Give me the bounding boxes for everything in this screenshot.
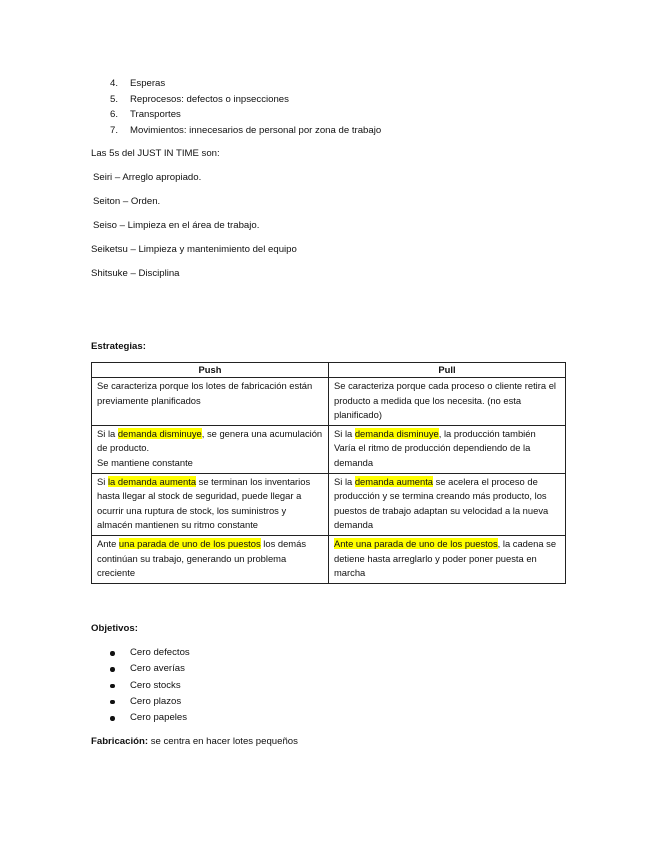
pull-cell-text: Si la xyxy=(334,475,355,487)
pull-cell-highlight: demanda disminuye xyxy=(354,427,439,439)
list-number: 4. xyxy=(110,78,119,89)
pull-cell xyxy=(329,378,566,426)
fabricacion-text: se centra en hacer lotes pequeños xyxy=(148,736,298,747)
push-cell xyxy=(92,473,329,535)
pull-cell-text: , la producción también Varía el ritmo de producción dependiendo de la demanda xyxy=(334,427,536,468)
push-cell-text: Si la xyxy=(97,427,118,439)
list-text: Movimientos: innecesarios de personal por zona de trabajo xyxy=(130,124,382,136)
list-number: 7. xyxy=(110,124,119,136)
pull-cell-text: se acelera el proceso de producción y se termina creando más producto, los puestos de trabajo adaptan su velocidad a la nueva demanda xyxy=(334,475,549,531)
pull-cell-highlight: demanda aumenta xyxy=(354,475,434,487)
five-s-item: Seiri – Arreglo apropiado. xyxy=(93,172,202,183)
fabricacion-label: Fabricación: xyxy=(91,736,149,747)
table-row xyxy=(92,378,566,426)
table-header-row xyxy=(92,363,566,378)
list-number: 6. xyxy=(110,109,119,120)
list-text: Cero plazos xyxy=(130,695,182,707)
five-s-item: Shitsuke – Disciplina xyxy=(91,268,180,279)
push-cell-highlight: una parada de uno de los puestos xyxy=(118,537,261,549)
five-s-item: Seiso – Limpieza en el área de trabajo. xyxy=(93,220,260,231)
push-header: Push xyxy=(92,363,329,378)
bullet-icon xyxy=(110,700,115,705)
pull-cell-text: , la cadena se detiene hasta arreglarlo y poder poner puesta en marcha xyxy=(334,537,557,579)
push-cell-highlight: demanda disminuye xyxy=(117,427,202,439)
push-cell xyxy=(92,425,329,473)
fabricacion-line xyxy=(91,735,298,748)
list-text: Cero defectos xyxy=(130,647,190,658)
list-text: Cero averías xyxy=(130,663,185,675)
table-row xyxy=(92,473,566,535)
push-cell-text: Se caracteriza porque los lotes de fabricación están previamente planificados xyxy=(97,380,313,406)
push-cell-text: Si xyxy=(97,475,108,487)
bullet-icon xyxy=(110,651,115,656)
push-cell-highlight: la demanda aumenta xyxy=(107,475,197,487)
list-number: 5. xyxy=(110,93,119,105)
strategies-table xyxy=(91,362,566,584)
push-cell-text: se terminan los inventarios hasta llegar al stock de seguridad, puede llegar a ocurrir una ruptura de stock, los suministros y almacén mantienen su ritmo constante xyxy=(97,475,311,531)
pull-cell-text: Se caracteriza porque cada proceso o cliente retira el producto a medida que los necesita. (no esta planificado) xyxy=(334,380,556,421)
pull-cell xyxy=(329,473,566,535)
push-cell-text: los demás continúan su trabajo, generando un problema creciente xyxy=(97,537,307,579)
pull-cell-highlight: Ante una parada de uno de los puestos xyxy=(334,537,498,549)
pull-cell xyxy=(329,425,566,473)
list-text: Cero stocks xyxy=(130,679,181,691)
bullet-icon xyxy=(110,684,115,689)
pull-header: Pull xyxy=(329,363,566,378)
push-cell-text: , se genera una acumulación de producto. Se mantiene constante xyxy=(97,427,323,468)
list-text: Reprocesos: defectos o inpsecciones xyxy=(130,93,289,105)
objetivos-heading: Objetivos: xyxy=(91,623,138,634)
pull-cell xyxy=(329,535,566,583)
five-s-item: Seiketsu – Limpieza y mantenimiento del equipo xyxy=(91,244,297,255)
push-cell xyxy=(92,535,329,583)
list-text: Transportes xyxy=(130,109,181,120)
bullet-icon xyxy=(110,667,115,672)
list-text: Esperas xyxy=(130,78,166,89)
table-row xyxy=(92,535,566,583)
table-row xyxy=(92,425,566,473)
five-s-intro: Las 5s del JUST IN TIME son: xyxy=(91,148,220,159)
push-cell xyxy=(92,378,329,426)
list-text: Cero papeles xyxy=(130,712,188,724)
five-s-item: Seiton – Orden. xyxy=(93,196,161,207)
estrategias-heading: Estrategias: xyxy=(91,341,146,352)
pull-cell-text: Si la xyxy=(334,427,355,439)
push-cell-text: Ante xyxy=(97,537,119,549)
bullet-icon xyxy=(110,716,115,721)
